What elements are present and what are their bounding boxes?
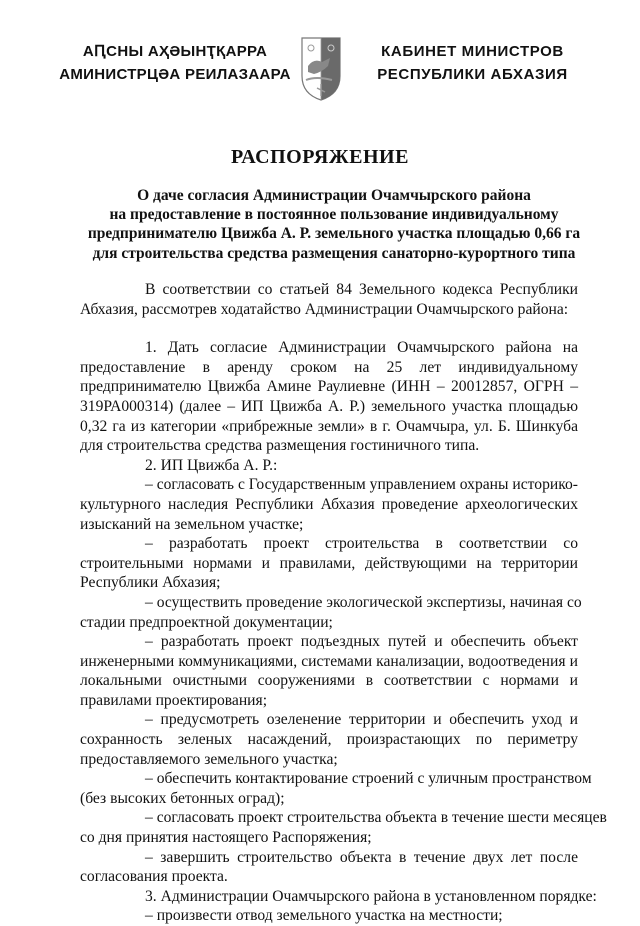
body-line: строительными нормами и правилами, действующими на территории — [80, 554, 578, 572]
body-line: Республики Абхазия; — [80, 574, 221, 592]
body-line: 0,32 га из категории «прибрежные земли» в г. Очамчыра, ул. Б. Шинкуба — [80, 417, 578, 435]
header-right-line: РЕСПУБЛИКИ АБХАЗИЯ — [377, 66, 568, 83]
header-left-abkhaz — [55, 40, 295, 86]
body-line: со дня принятия настоящего Распоряжения; — [80, 829, 372, 847]
body-line: – согласовать проект строительства объекта в течение шести месяцев — [145, 809, 607, 827]
body-line: изысканий на земельном участке; — [80, 515, 304, 533]
header-right-russian — [365, 40, 580, 86]
body-line: – согласовать с Государственным управлением охраны историко- — [145, 476, 578, 494]
body-line: Абхазия, рассмотрев ходатайство Администрации Очамчырского района: — [80, 300, 569, 318]
body-line: сохранность зеленых насаждений, произрастающих по периметру — [80, 731, 578, 749]
body-line: – разработать проект подъездных путей и обеспечить объект — [145, 633, 578, 651]
document-title: РАСПОРЯЖЕНИЕ — [231, 146, 409, 168]
body-line: стадии предпроектной документации; — [80, 613, 333, 631]
body-line: локальными очистными сооружениями в соответствии с нормами и — [80, 672, 578, 690]
document-body — [80, 280, 607, 926]
body-line: – осуществить проведение экологической экспертизы, начиная со — [145, 593, 582, 611]
subtitle-line: предпринимателю Цвижба А. Р. земельного участка площадью 0,66 га — [87, 225, 581, 243]
body-line: 3. Администрации Очамчырского района в установленном порядке: — [145, 887, 597, 905]
body-line: – обеспечить контактирование строений с уличным пространством — [145, 770, 592, 788]
body-line: 2. ИП Цвижба А. Р.: — [145, 456, 278, 474]
body-line: для строительства средства размещения гостиничного типа. — [80, 437, 480, 455]
body-line: 1. Дать согласие Администрации Очамчырского района на — [145, 339, 578, 357]
document-subtitle — [60, 186, 608, 263]
subtitle-line: на предоставление в постоянное пользование индивидуальному — [109, 206, 559, 224]
body-line: согласования проекта. — [80, 868, 228, 886]
body-line: – разработать проект строительства в соответствии со — [145, 535, 578, 553]
header-left-line: АМИНИСТРЦӘА РЕИЛАЗААРА — [59, 66, 291, 83]
header-left-line: АԤСНЫ АҲӘЫНҬҚАРРА — [82, 43, 268, 60]
paragraph-gap — [80, 319, 578, 338]
body-line: инженерными коммуникациями, системами канализации, водоотведения и — [80, 652, 578, 670]
body-line: (без высоких бетонных оград); — [80, 789, 285, 807]
body-line: В соответствии со статьей 84 Земельного кодекса Республики — [145, 281, 578, 298]
body-line: правилами проектирования; — [80, 691, 268, 709]
body-line: – предусмотреть озеленение территории и обеспечить уход и — [145, 711, 578, 729]
body-line: предоставляемого земельного участка; — [80, 750, 338, 768]
header-right-line: КАБИНЕТ МИНИСТРОВ — [381, 43, 564, 60]
subtitle-line: для строительства средства размещения санаторно-курортного типа — [92, 244, 576, 262]
subtitle-line: О даче согласия Администрации Очамчырского района — [137, 187, 531, 204]
coat-of-arms-emblem — [300, 36, 342, 102]
body-line: предпринимателю Цвижба Амине Раулиевне (ИНН – 20012857, ОГРН – — [80, 378, 578, 396]
body-line: – завершить строительство объекта в течение двух лет после — [145, 848, 578, 866]
body-line: 319РА000314) (далее – ИП Цвижба А. Р.) земельного участка площадью — [80, 397, 578, 415]
body-line: культурного наследия Республики Абхазия проведение археологических — [80, 495, 578, 513]
body-line: предоставление в аренду сроком на 25 лет индивидуальному — [80, 358, 578, 376]
body-line: – произвести отвод земельного участка на местности; — [145, 907, 503, 925]
